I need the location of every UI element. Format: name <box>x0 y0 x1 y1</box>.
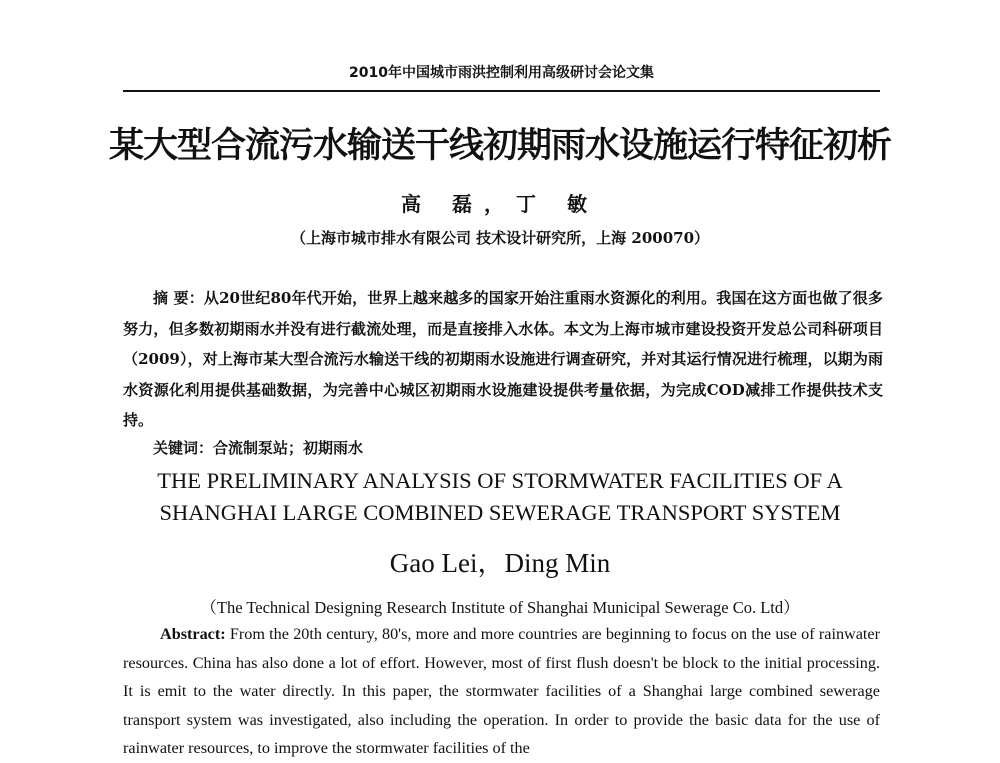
abstract-en-text: From the 20th century, 80's, more and more countries are beginning to focus on the use of rainwater resources. China has also done a lot of effort. However, most of first flush doesn't be block to the initial processing. It is emit to the water directly. In this paper, the stormwater facilities of a Shanghai large combined sewerage transport system was investigated, also including the operation. In order to provide the basic data for the use of rainwater resources, to improve the stormwater facilities of the <box>123 625 880 757</box>
keywords-zh-label: 关键词： <box>153 439 214 457</box>
paper-title-zh: 某大型合流污水输送干线初期雨水设施运行特征初析 <box>108 126 891 166</box>
abstract-en <box>123 620 880 763</box>
running-title: 2010年中国城市雨洪控制利用高级研讨会论文集 <box>349 65 654 81</box>
paper-title-en <box>0 465 1000 529</box>
affiliation-en: （The Technical Designing Research Institute of Shanghai Municipal Sewerage Co. Ltd） <box>200 598 800 617</box>
keywords-zh <box>153 437 363 458</box>
keywords-zh-text: 合流制泵站；初期雨水 <box>213 439 364 457</box>
abstract-en-label: Abstract: <box>160 625 226 643</box>
paper-title-en-line1: THE PRELIMINARY ANALYSIS OF STORMWATER FACILITIES OF A <box>157 468 843 493</box>
abstract-zh-label: 摘 要： <box>153 289 204 307</box>
paper-title-en-line2: SHANGHAI LARGE COMBINED SEWERAGE TRANSPORT SYSTEM <box>159 500 841 525</box>
running-header <box>123 62 880 92</box>
abstract-zh <box>123 283 883 436</box>
authors-en: Gao Lei，Ding Min <box>389 548 611 578</box>
affiliation-zh: （上海市城市排水有限公司 技术设计研究所，上海 200070） <box>290 229 710 247</box>
abstract-zh-text: 从20世纪80年代开始，世界上越来越多的国家开始注重雨水资源化的利用。我国在这方面也做了很多努力，但多数初期雨水并没有进行截流处理，而是直接排入水体。本文为上海市城市建设投资开发总公司科研项目（2009），对上海市某大型合流污水输送干线的初期雨水设施进行调查研究，并对其运行情况进行梳理，以期为雨水资源化利用提供基础数据，为完善中心城区初期雨水设施建设提供考量依据，为完成COD减排工作提供技术支持。 <box>123 289 883 429</box>
authors-zh: 高 磊，丁 敏 <box>401 192 599 216</box>
